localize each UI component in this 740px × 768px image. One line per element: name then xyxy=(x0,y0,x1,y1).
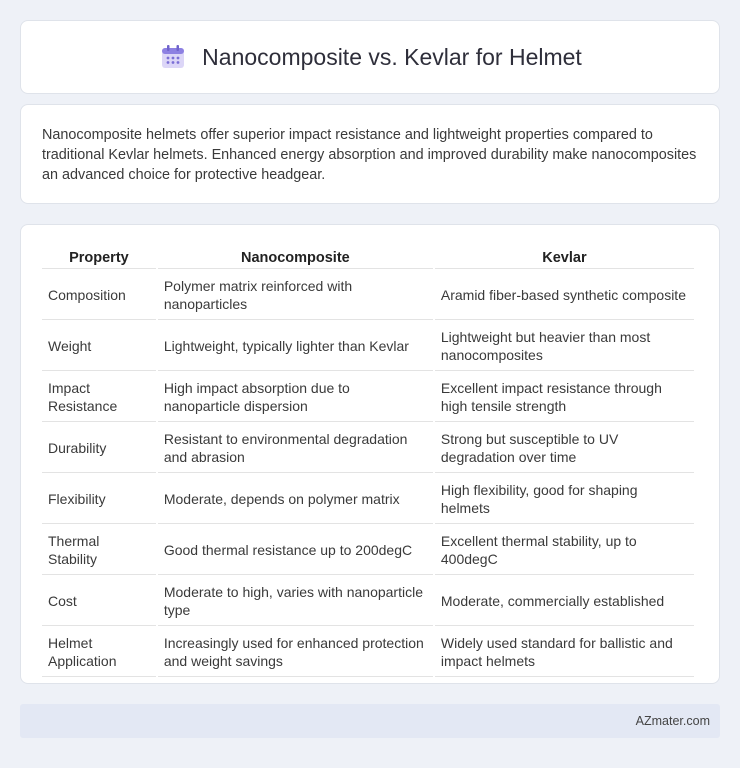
table-row xyxy=(42,628,694,677)
table-header-row xyxy=(42,247,694,269)
table-row xyxy=(42,424,694,473)
cell-property: Durability xyxy=(42,424,156,473)
cell-kevlar: Excellent impact resistance through high tensile strength xyxy=(435,373,694,422)
cell-kevlar: Strong but susceptible to UV degradation over time xyxy=(435,424,694,473)
comparison-table xyxy=(40,245,696,679)
header-kevlar: Kevlar xyxy=(435,247,694,269)
table-card xyxy=(20,224,720,684)
cell-property: Composition xyxy=(42,271,156,320)
table-row xyxy=(42,475,694,524)
cell-nanocomposite: Polymer matrix reinforced with nanoparticles xyxy=(158,271,433,320)
cell-nanocomposite: Moderate, depends on polymer matrix xyxy=(158,475,433,524)
cell-kevlar: Lightweight but heavier than most nanocomposites xyxy=(435,322,694,371)
header-property: Property xyxy=(42,247,156,269)
intro-text: Nanocomposite helmets offer superior impact resistance and lightweight properties compared to traditional Kevlar helmets. Enhanced energy absorption and improved durability make nanocomposites an advanced choice for protective headgear. xyxy=(42,127,697,183)
cell-nanocomposite: Increasingly used for enhanced protection and weight savings xyxy=(158,628,433,677)
header-nanocomposite: Nanocomposite xyxy=(158,247,433,269)
title-card xyxy=(20,20,720,94)
cell-property: Thermal Stability xyxy=(42,526,156,575)
cell-kevlar: Widely used standard for ballistic and impact helmets xyxy=(435,628,694,677)
table-row xyxy=(42,373,694,422)
cell-property: Flexibility xyxy=(42,475,156,524)
cell-kevlar: Excellent thermal stability, up to 400degC xyxy=(435,526,694,575)
cell-nanocomposite: Moderate to high, varies with nanoparticle type xyxy=(158,577,433,626)
cell-kevlar: Moderate, commercially established xyxy=(435,577,694,626)
cell-property: Helmet Application xyxy=(42,628,156,677)
intro-card xyxy=(20,104,720,204)
cell-property: Impact Resistance xyxy=(42,373,156,422)
table-row xyxy=(42,271,694,320)
calendar-icon xyxy=(158,42,188,72)
table-row xyxy=(42,577,694,626)
title-wrap xyxy=(158,42,582,72)
cell-nanocomposite: Lightweight, typically lighter than Kevlar xyxy=(158,322,433,371)
cell-nanocomposite: Good thermal resistance up to 200degC xyxy=(158,526,433,575)
footer xyxy=(20,704,720,738)
table-row xyxy=(42,322,694,371)
table-row xyxy=(42,526,694,575)
cell-property: Cost xyxy=(42,577,156,626)
cell-nanocomposite: High impact absorption due to nanoparticle dispersion xyxy=(158,373,433,422)
page-title: Nanocomposite vs. Kevlar for Helmet xyxy=(202,43,582,70)
cell-nanocomposite: Resistant to environmental degradation and abrasion xyxy=(158,424,433,473)
footer-source: AZmater.com xyxy=(635,714,710,728)
cell-property: Weight xyxy=(42,322,156,371)
cell-kevlar: Aramid fiber-based synthetic composite xyxy=(435,271,694,320)
cell-kevlar: High flexibility, good for shaping helmets xyxy=(435,475,694,524)
